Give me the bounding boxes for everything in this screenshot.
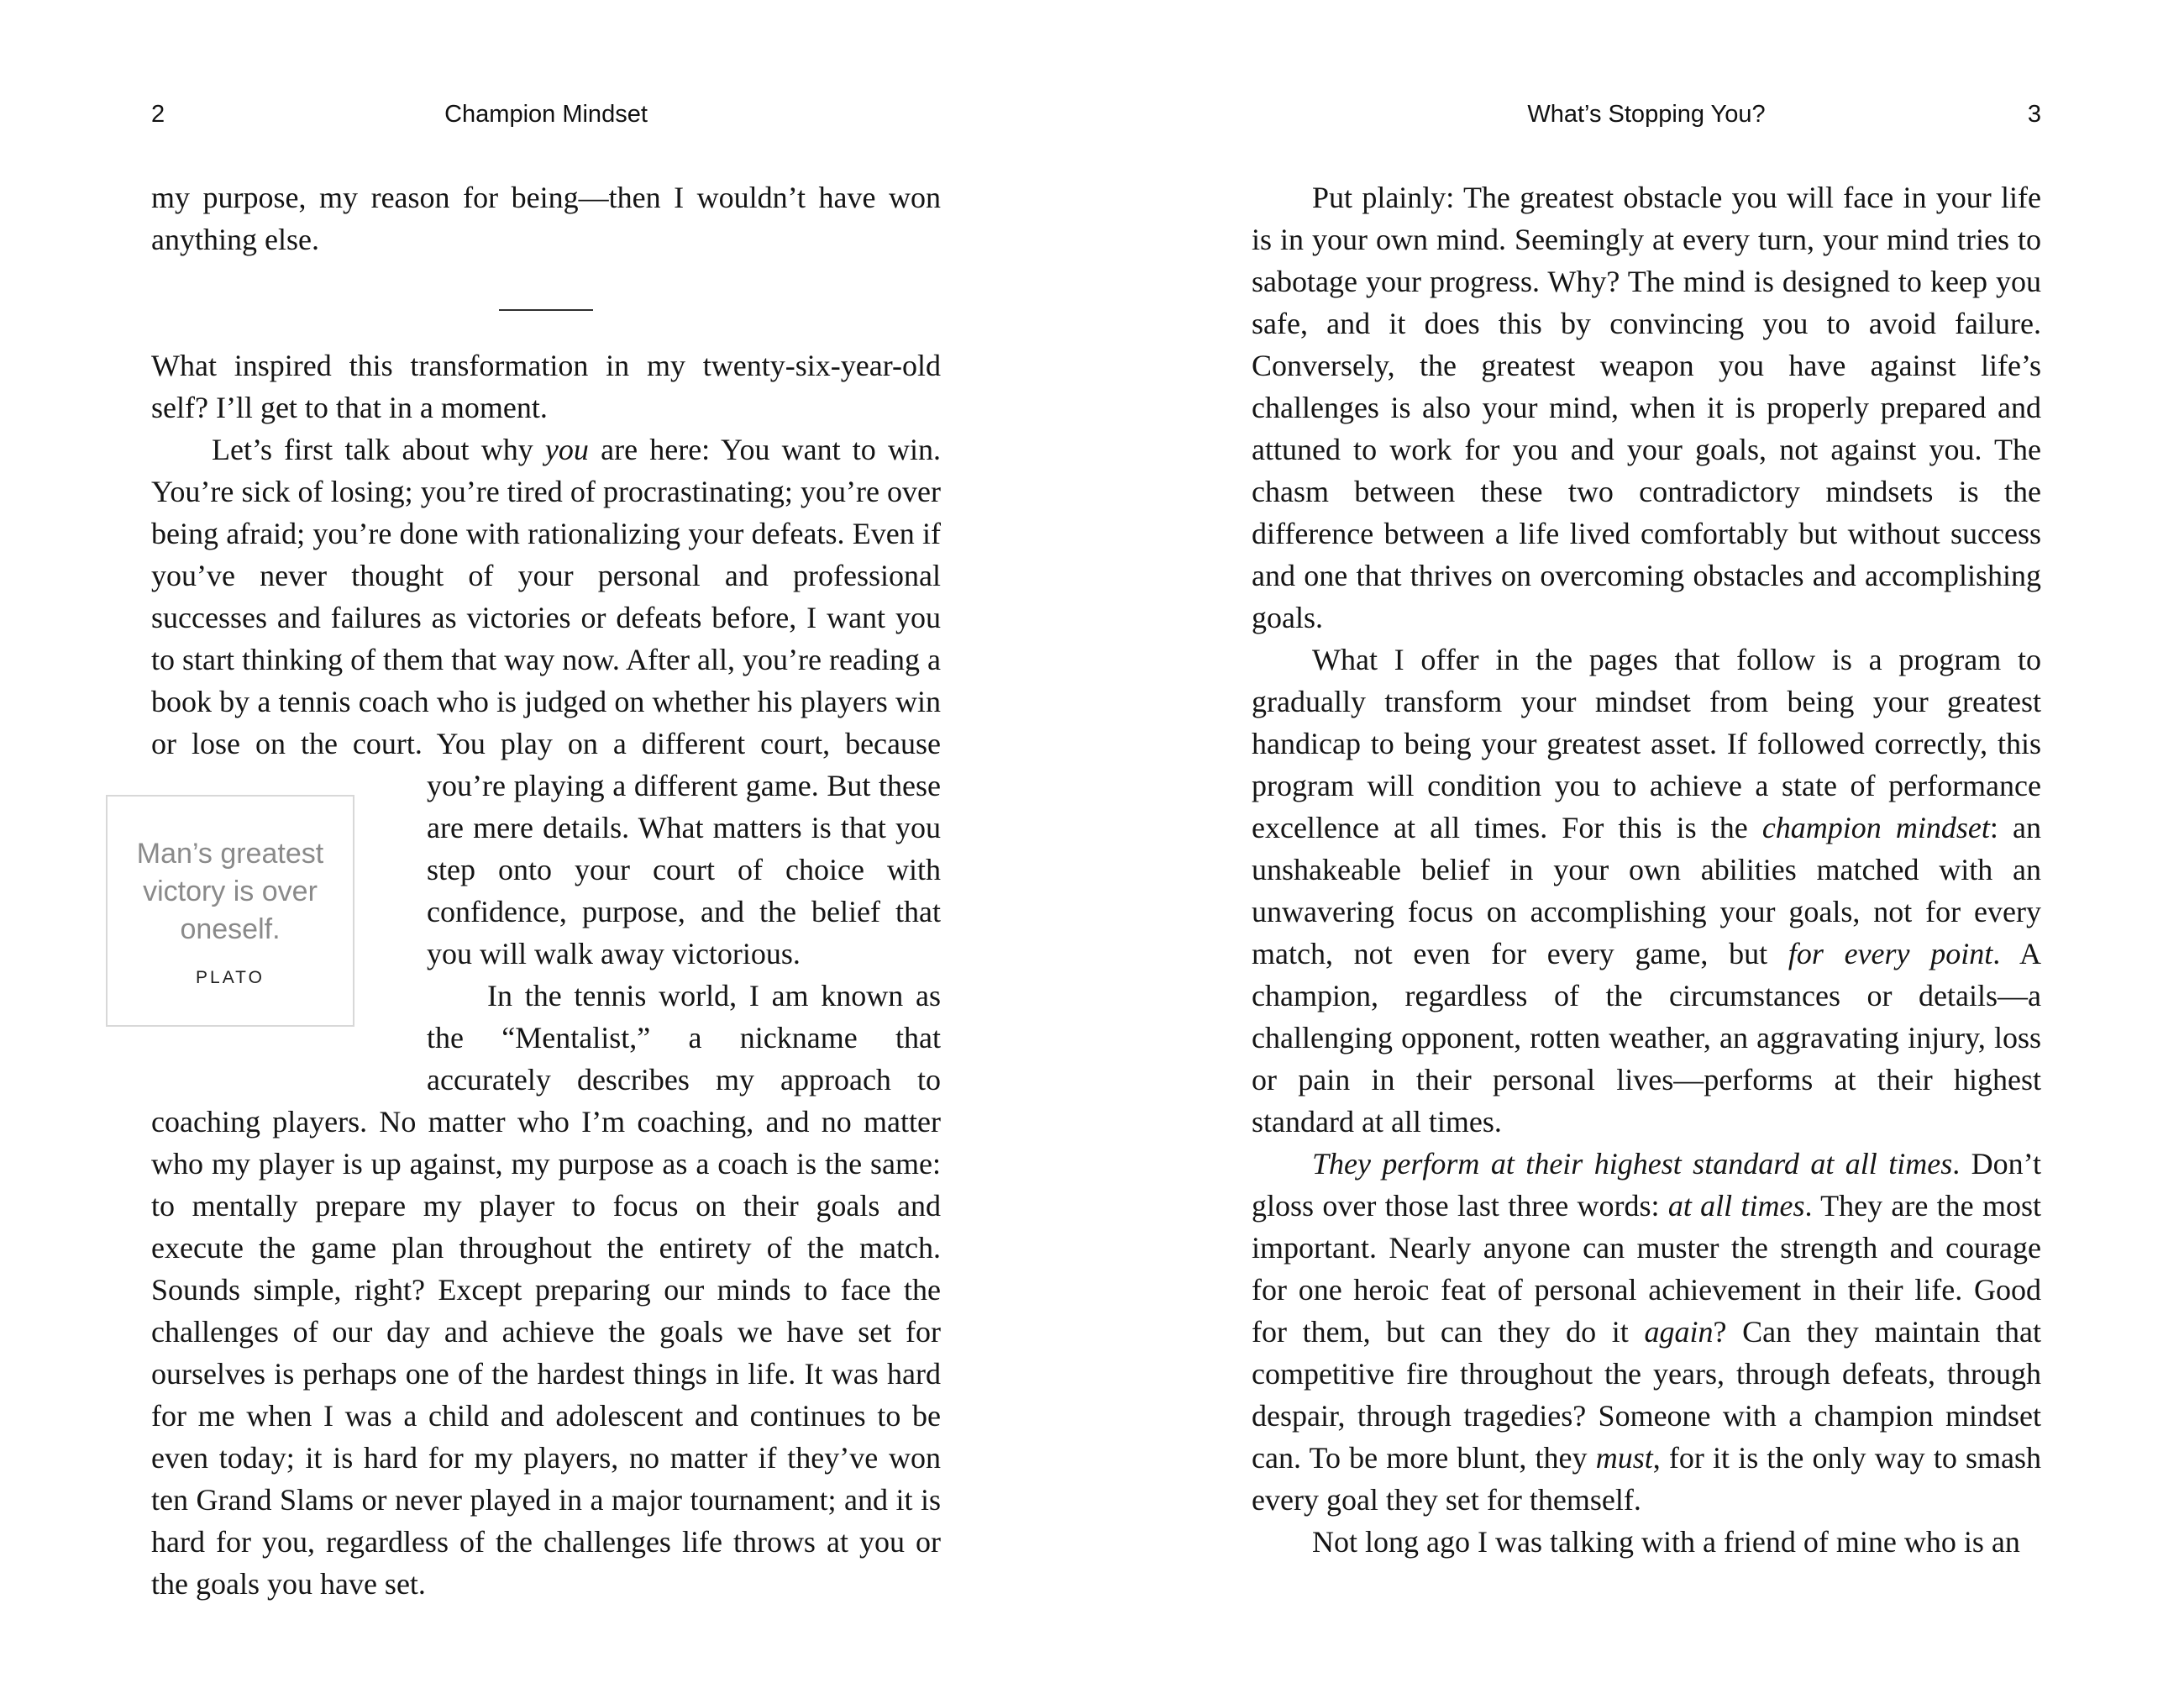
running-head-left-title: Champion Mindset: [444, 101, 648, 128]
paragraph: [136, 429, 942, 987]
italic-text-run: champion mindset: [1761, 811, 1990, 844]
text-run: . They are the most important. Nearly anyone can muster the strength and courage for one heroic feat of personal achievement in their life. Good for them, but can they do it: [1252, 1189, 2041, 1349]
paragraph: Put plainly: The greatest obstacle you will face in your life is in your own mind. Seemingly at every turn, your mind tries to sabotage your progress. Why? The mind is designed to keep you safe, and it does this by convincing you to avoid failure. Conversely, the greatest weapon you have against life’s challenges is also your mind, when it is properly prepared and attuned to work for you and your goals, not against you. The chasm between these two contradictory mindsets is the difference between a life lived comfortably but without success and one that thrives on overcoming obstacles and accomplishing goals.: [1252, 181, 2041, 634]
section-break-rule: [499, 309, 593, 311]
text-run: are here: You want to win. You’re sick of losing; you’re tired of procrastinating; you’re over being afraid; you’re done with rationalizing your defeats. Even if you’ve never thought of your personal and professional successes and failures as victories or defeats before, I want you to start thinking of them that way now. After all, you’re reading a book by a tennis coach who is judged on whether his players win or lose on the court. You play on a different court, because: [151, 433, 942, 760]
italic-text-run: must: [1595, 1441, 1653, 1475]
paragraph: [1252, 639, 2041, 1143]
page-number-left: 2: [151, 101, 165, 128]
page-right-body: [1252, 176, 2041, 1563]
text-run: ? Can they maintain that competitive fire throughout the years, through defeats, through despair, through tragedies? Someone with a champion mindset can. To be more blunt, they: [1252, 1315, 2041, 1475]
page-left-body: [136, 176, 942, 1605]
pull-quote-text: Man’s greatest victory is over oneself.: [136, 838, 324, 945]
text-run: . Don’t gloss over those last three words:: [1252, 1147, 2041, 1223]
italic-text-run: you: [544, 433, 589, 466]
text-run: : an unshakeable belief in your own abilities matched with an unwavering focus on accomplishing your goals, not for every match, not even for every game, but: [1252, 811, 2042, 970]
running-header-left: [151, 99, 941, 129]
paragraph: In the tennis world, I am known as the “Mentalist,” a nickname that accurately describes my approach to coaching players. No matter who I’m coaching, and no matter who my player is up against, my purpose as a coach is the same: to mentally prepare my player to focus on their goals and execute the game plan throughout the entirety of the match. Sounds simple, right? Except preparing our minds to face the challenges of our day and achieve the goals we have set for ourselves is perhaps one of the hardest things in life. It was hard for me when I was a child and adolescent and continues to be even today; it is hard for my players, no matter if they’ve won ten Grand Slams or never played in a major tournament; and it is hard for you, regardless of the challenges life throws at you or the goals you have set.: [151, 979, 941, 1601]
text-run: What I offer in the pages that follow is a program to gradually transform your mindset from being your greatest handicap to being your greatest asset. If followed correctly, this program will condition you to achieve a state of performance excellence at all times. For this is the: [1252, 643, 2041, 844]
italic-text-run: They perform at their highest standard at all times: [1312, 1147, 1953, 1181]
pull-quote-attribution: PLATO: [196, 968, 265, 987]
italic-text-run: at all times: [1667, 1189, 1805, 1223]
paragraph: [1252, 1143, 2041, 1521]
running-head-right-title: What’s Stopping You?: [1527, 101, 1766, 128]
page-right: [1092, 0, 2184, 1688]
paragraph: Not long ago I was talking with a friend of mine who is an: [1312, 1525, 2020, 1559]
text-segment: [151, 433, 941, 760]
italic-text-run: for every point: [1788, 937, 1993, 970]
paragraph: What inspired this transformation in my twenty-six-year-old self? I’ll get to that in a moment.: [151, 349, 941, 424]
paragraph: my purpose, my reason for being—then I wouldn’t have won anything else.: [151, 181, 941, 256]
pull-quote-box: [106, 795, 354, 1027]
text-segment: you’re playing a different game. But these are mere details. What matters is that you step onto your court of choice with confidence, purpose, and the belief that you will walk away victorious.: [427, 769, 941, 970]
running-header-right: [1252, 99, 2041, 129]
italic-text-run: again: [1644, 1315, 1714, 1349]
text-run: . A champion, regardless of the circumstances or details—a challenging opponent, rotten weather, an aggravating injury, loss or pain in their personal lives—performs at their highest standard at all times.: [1252, 937, 2041, 1138]
page-number-right: 3: [2027, 101, 2041, 128]
text-run: Let’s first talk about why: [212, 433, 545, 466]
text-run: , for it is the only way to smash every goal they set for themself.: [1252, 1441, 2042, 1517]
